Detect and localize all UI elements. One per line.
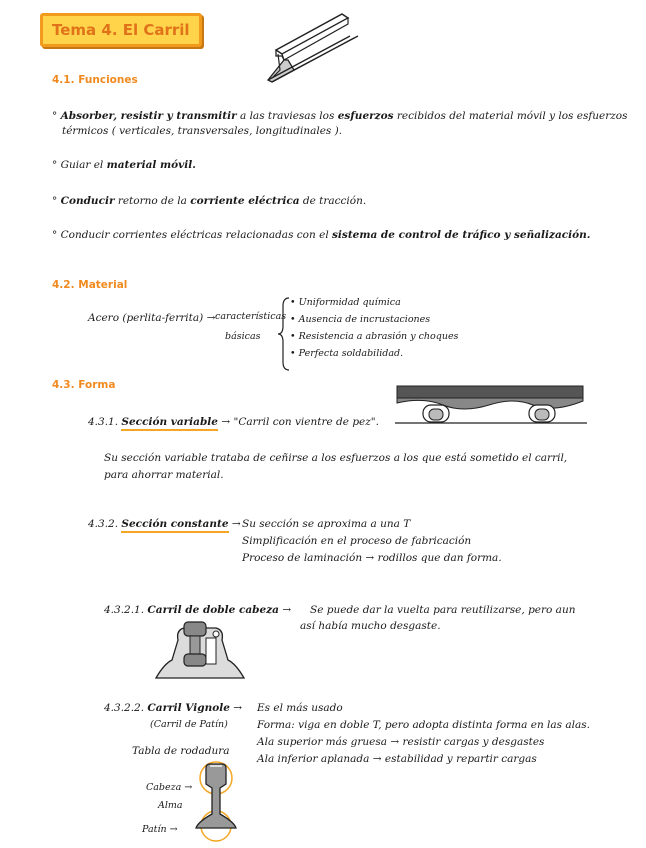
seccion-variable-label: Sección variable [121, 416, 218, 431]
sv-paragraph-1: Su sección variable trataba de ceñirse a los esfuerzos a los que está sometido el carril, [104, 452, 568, 464]
cv-desc-1: Es el más usado [257, 702, 343, 714]
fish-belly-rail-illustration [393, 383, 589, 435]
material-acero: Acero (perlita-ferrita) → [88, 312, 216, 324]
section-4-2-heading: 4.2. Material [52, 279, 128, 291]
dc-desc-1: Se puede dar la vuelta para reutilizarse, pero aun [310, 604, 576, 616]
cv-line: 4.3.2.2. Carril Vignole → [104, 702, 243, 714]
material-brace [277, 296, 291, 372]
cv-subtitle: (Carril de Patín) [150, 719, 228, 730]
page-title: Tema 4. El Carril [40, 13, 202, 47]
sc-desc-1: Su sección se aproxima a una T [242, 518, 411, 530]
tabla-rodadura-label: Tabla de rodadura [132, 745, 230, 757]
function-item-4: ° Conducir corrientes eléctricas relacionadas con el sistema de control de tráfico y señalización. [52, 229, 591, 241]
function-item-2: ° Guiar el material móvil. [52, 159, 196, 171]
material-basicas: básicas [225, 331, 261, 342]
function-item-1: ° Absorber, resistir y transmitir a las traviesas los esfuerzos recibidos del material móvil y los esfuerzos [52, 110, 628, 122]
material-caracteristicas: características [215, 311, 287, 322]
material-item-3: • Resistencia a abrasión y choques [290, 331, 459, 342]
alma-label: Alma [158, 800, 183, 811]
cv-desc-4: Ala inferior aplanada → estabilidad y repartir cargas [257, 753, 537, 765]
sv-paragraph-2: para ahorrar material. [104, 469, 224, 481]
cabeza-label: Cabeza → [146, 782, 193, 793]
vignole-rail-illustration [188, 756, 244, 842]
rail-illustration [262, 8, 362, 88]
material-item-4: • Perfecta soldabilidad. [290, 348, 404, 359]
function-item-1-cont: térmicos ( verticales, transversales, longitudinales ). [62, 125, 343, 137]
doble-cabeza-label: Carril de doble cabeza [147, 604, 279, 616]
cv-desc-2: Forma: viga en doble T, pero adopta distinta forma en las alas. [257, 719, 591, 731]
function-item-3: ° Conducir retorno de la corriente eléctrica de tracción. [52, 195, 367, 207]
cv-desc-3: Ala superior más gruesa → resistir cargas y desgastes [257, 736, 545, 748]
sc-line: 4.3.2. Sección constante → [88, 518, 241, 530]
sv-line: 4.3.1. Sección variable → "Carril con vientre de pez". [88, 416, 379, 428]
section-4-1-heading: 4.1. Funciones [52, 74, 138, 86]
patin-label: Patín → [142, 824, 178, 835]
dc-desc-2: así había mucho desgaste. [300, 620, 441, 632]
seccion-constante-label: Sección constante [121, 518, 228, 533]
dc-line: 4.3.2.1. Carril de doble cabeza → [104, 604, 292, 616]
section-4-3-heading: 4.3. Forma [52, 379, 116, 391]
double-head-rail-illustration [150, 616, 250, 682]
material-item-1: • Uniformidad química [290, 297, 401, 308]
material-item-2: • Ausencia de incrustaciones [290, 314, 431, 325]
sc-desc-3: Proceso de laminación → rodillos que dan forma. [242, 552, 502, 564]
sc-desc-2: Simplificación en el proceso de fabricación [242, 535, 472, 547]
carril-vignole-label: Carril Vignole [147, 702, 230, 714]
function-1-verbs: Absorber, resistir y transmitir [60, 110, 237, 122]
